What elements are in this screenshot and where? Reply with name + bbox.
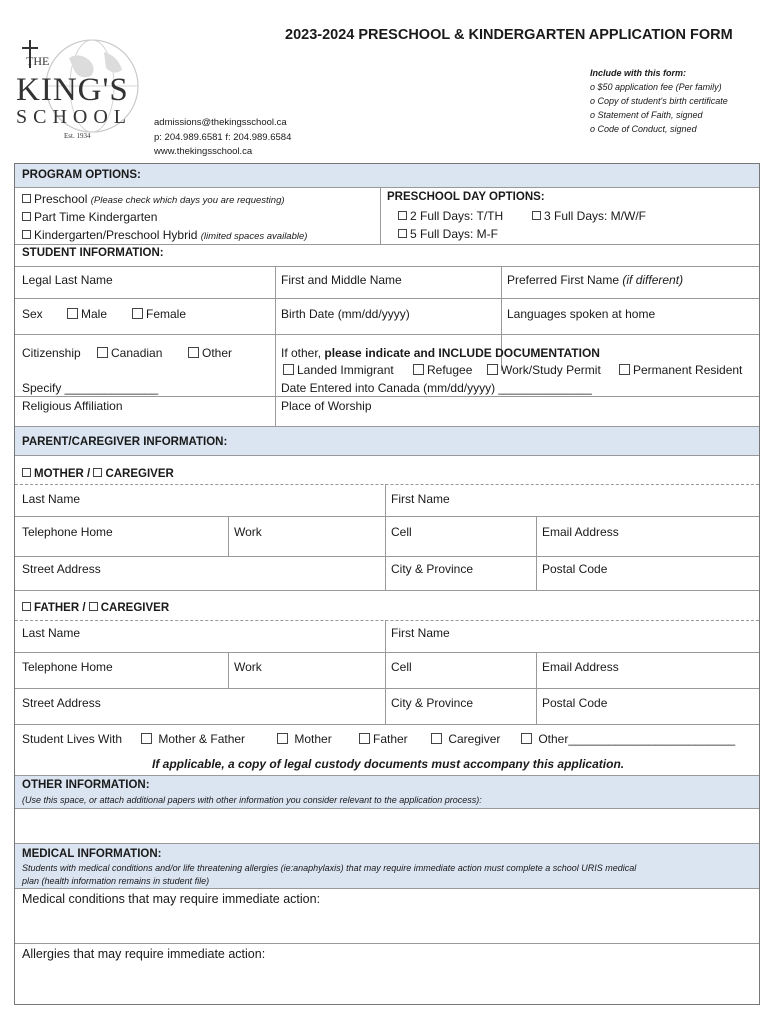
status-refugee[interactable]: Refugee xyxy=(413,363,472,377)
lives-with-mother[interactable]: Mother xyxy=(277,732,332,746)
status-landed[interactable]: Landed Immigrant xyxy=(283,363,394,377)
status-resident[interactable]: Permanent Resident xyxy=(619,363,742,377)
application-form xyxy=(14,163,760,1005)
checkbox[interactable] xyxy=(359,733,370,744)
logo-the: THE xyxy=(26,54,50,68)
lives-with-other[interactable]: Other_________________________ xyxy=(521,732,735,746)
preschool-day-options-heading: PRESCHOOL DAY OPTIONS: xyxy=(387,191,545,203)
father-caregiver-heading[interactable]: FATHER / CAREGIVER xyxy=(22,602,169,614)
include-list xyxy=(590,66,728,136)
program-options-header: PROGRAM OPTIONS: xyxy=(15,164,759,188)
sex-label: Sex xyxy=(22,307,43,321)
checkbox[interactable] xyxy=(93,468,102,477)
languages-field[interactable]: Languages spoken at home xyxy=(507,307,656,321)
checkbox[interactable] xyxy=(619,364,630,375)
mother-street-field[interactable]: Street Address xyxy=(22,562,101,576)
contact-email[interactable]: admissions@thekingsschool.ca xyxy=(154,117,287,128)
father-email-field[interactable]: Email Address xyxy=(542,660,619,674)
contact-block xyxy=(154,116,291,160)
father-last-name-field[interactable]: Last Name xyxy=(22,626,81,640)
father-city-field[interactable]: City & Province xyxy=(391,696,474,710)
day-option-5[interactable]: 5 Full Days: M-F xyxy=(398,227,498,241)
preferred-name-field[interactable]: Preferred First Name (if different) xyxy=(507,273,684,287)
option-hybrid[interactable]: Kindergarten/Preschool Hybrid (limited spaces available) xyxy=(22,228,307,242)
citizenship-other[interactable]: Other xyxy=(188,346,232,360)
checkbox[interactable] xyxy=(283,364,294,375)
mother-cell-field[interactable]: Cell xyxy=(391,525,412,539)
birth-date-field[interactable]: Birth Date (mm/dd/yyyy) xyxy=(281,307,410,321)
mother-work-phone-field[interactable]: Work xyxy=(234,525,262,539)
if-other-instruction: If other, please indicate and INCLUDE DOCUMENTATION xyxy=(281,346,600,360)
specify-field[interactable]: Specify ______________ xyxy=(22,381,159,395)
checkbox[interactable] xyxy=(141,733,152,744)
checkbox[interactable] xyxy=(89,602,98,611)
father-work-phone-field[interactable]: Work xyxy=(234,660,262,674)
other-info-header: OTHER INFORMATION: xyxy=(15,775,759,809)
checkbox[interactable] xyxy=(22,230,31,239)
mother-postal-field[interactable]: Postal Code xyxy=(542,562,608,576)
mother-caregiver-heading[interactable]: MOTHER / CAREGIVER xyxy=(22,468,174,480)
custody-note: If applicable, a copy of legal custody documents must accompany this application. xyxy=(152,757,625,771)
sex-male-option[interactable]: Male xyxy=(67,307,107,321)
checkbox[interactable] xyxy=(431,733,442,744)
checkbox[interactable] xyxy=(487,364,498,375)
sex-female-option[interactable]: Female xyxy=(132,307,186,321)
checkbox[interactable] xyxy=(188,347,199,358)
father-cell-field[interactable]: Cell xyxy=(391,660,412,674)
checkbox[interactable] xyxy=(398,211,407,220)
option-preschool[interactable]: Preschool (Please check which days you are requesting) xyxy=(22,192,285,206)
date-entered-field[interactable]: Date Entered into Canada (mm/dd/yyyy) ______________ xyxy=(281,381,592,395)
medical-conditions-field[interactable]: Medical conditions that may require immediate action: xyxy=(22,892,321,906)
father-street-field[interactable]: Street Address xyxy=(22,696,101,710)
lives-with-both[interactable]: Mother & Father xyxy=(141,732,245,746)
religious-affiliation-field[interactable]: Religious Affiliation xyxy=(22,399,123,413)
logo-est: Est. 1934 xyxy=(64,132,91,140)
status-permit[interactable]: Work/Study Permit xyxy=(487,363,601,377)
medical-note-line1: Students with medical conditions and/or life threatening allergies (ie:anaphylaxis) that may require immediate action must complete a school URIS medical xyxy=(22,863,637,873)
parent-info-header: PARENT/CAREGIVER INFORMATION: xyxy=(15,426,759,456)
medical-note-line2: plan (health information remains in student file) xyxy=(22,876,210,886)
checkbox[interactable] xyxy=(97,347,108,358)
mother-last-name-field[interactable]: Last Name xyxy=(22,492,81,506)
legal-last-name-field[interactable]: Legal Last Name xyxy=(22,273,113,287)
logo-school: SCHOOL xyxy=(16,106,133,128)
checkbox[interactable] xyxy=(398,229,407,238)
father-home-phone-field[interactable]: Telephone Home xyxy=(22,660,113,674)
mother-email-field[interactable]: Email Address xyxy=(542,525,619,539)
other-info-area[interactable] xyxy=(15,810,759,843)
contact-website[interactable]: www.thekingsschool.ca xyxy=(154,146,253,157)
mother-home-phone-field[interactable]: Telephone Home xyxy=(22,525,113,539)
father-first-name-field[interactable]: First Name xyxy=(391,626,450,640)
include-item: o $50 application fee (Per family) xyxy=(590,82,722,92)
citizenship-canadian[interactable]: Canadian xyxy=(97,346,162,360)
citizenship-label: Citizenship xyxy=(22,346,81,360)
checkbox[interactable] xyxy=(277,733,288,744)
checkbox[interactable] xyxy=(532,211,541,220)
checkbox[interactable] xyxy=(413,364,424,375)
checkbox[interactable] xyxy=(67,308,78,319)
mother-first-name-field[interactable]: First Name xyxy=(391,492,450,506)
lives-with-label: Student Lives With xyxy=(22,732,123,746)
include-heading: Include with this form: xyxy=(590,68,686,78)
first-middle-name-field[interactable]: First and Middle Name xyxy=(281,273,402,287)
allergies-field[interactable]: Allergies that may require immediate action: xyxy=(22,947,266,961)
day-option-2[interactable]: 2 Full Days: T/TH xyxy=(398,209,503,223)
checkbox[interactable] xyxy=(22,194,31,203)
checkbox[interactable] xyxy=(22,212,31,221)
lives-with-caregiver[interactable]: Caregiver xyxy=(431,732,500,746)
father-postal-field[interactable]: Postal Code xyxy=(542,696,608,710)
option-part-time-kindergarten[interactable]: Part Time Kindergarten xyxy=(22,210,157,224)
medical-info-header: MEDICAL INFORMATION: xyxy=(15,843,759,889)
logo-kings: KING'S xyxy=(16,72,129,108)
lives-with-father[interactable]: Father xyxy=(359,732,408,746)
other-info-note: (Use this space, or attach additional papers with other information you consider relevant to the application process): xyxy=(22,795,482,805)
day-option-3[interactable]: 3 Full Days: M/W/F xyxy=(532,209,646,223)
checkbox[interactable] xyxy=(22,602,31,611)
school-logo xyxy=(14,38,154,148)
place-of-worship-field[interactable]: Place of Worship xyxy=(281,399,372,413)
contact-phone: p: 204.989.6581 f: 204.989.6584 xyxy=(154,131,292,143)
include-item: o Copy of student's birth certificate xyxy=(590,96,728,106)
mother-city-field[interactable]: City & Province xyxy=(391,562,474,576)
student-info-header: STUDENT INFORMATION: xyxy=(22,247,164,259)
checkbox[interactable] xyxy=(521,733,532,744)
include-item: o Statement of Faith, signed xyxy=(590,110,703,120)
checkbox[interactable] xyxy=(22,468,31,477)
checkbox[interactable] xyxy=(132,308,143,319)
include-item: o Code of Conduct, signed xyxy=(590,124,697,134)
form-title: 2023-2024 PRESCHOOL & KINDERGARTEN APPLICATION FORM xyxy=(285,27,733,43)
